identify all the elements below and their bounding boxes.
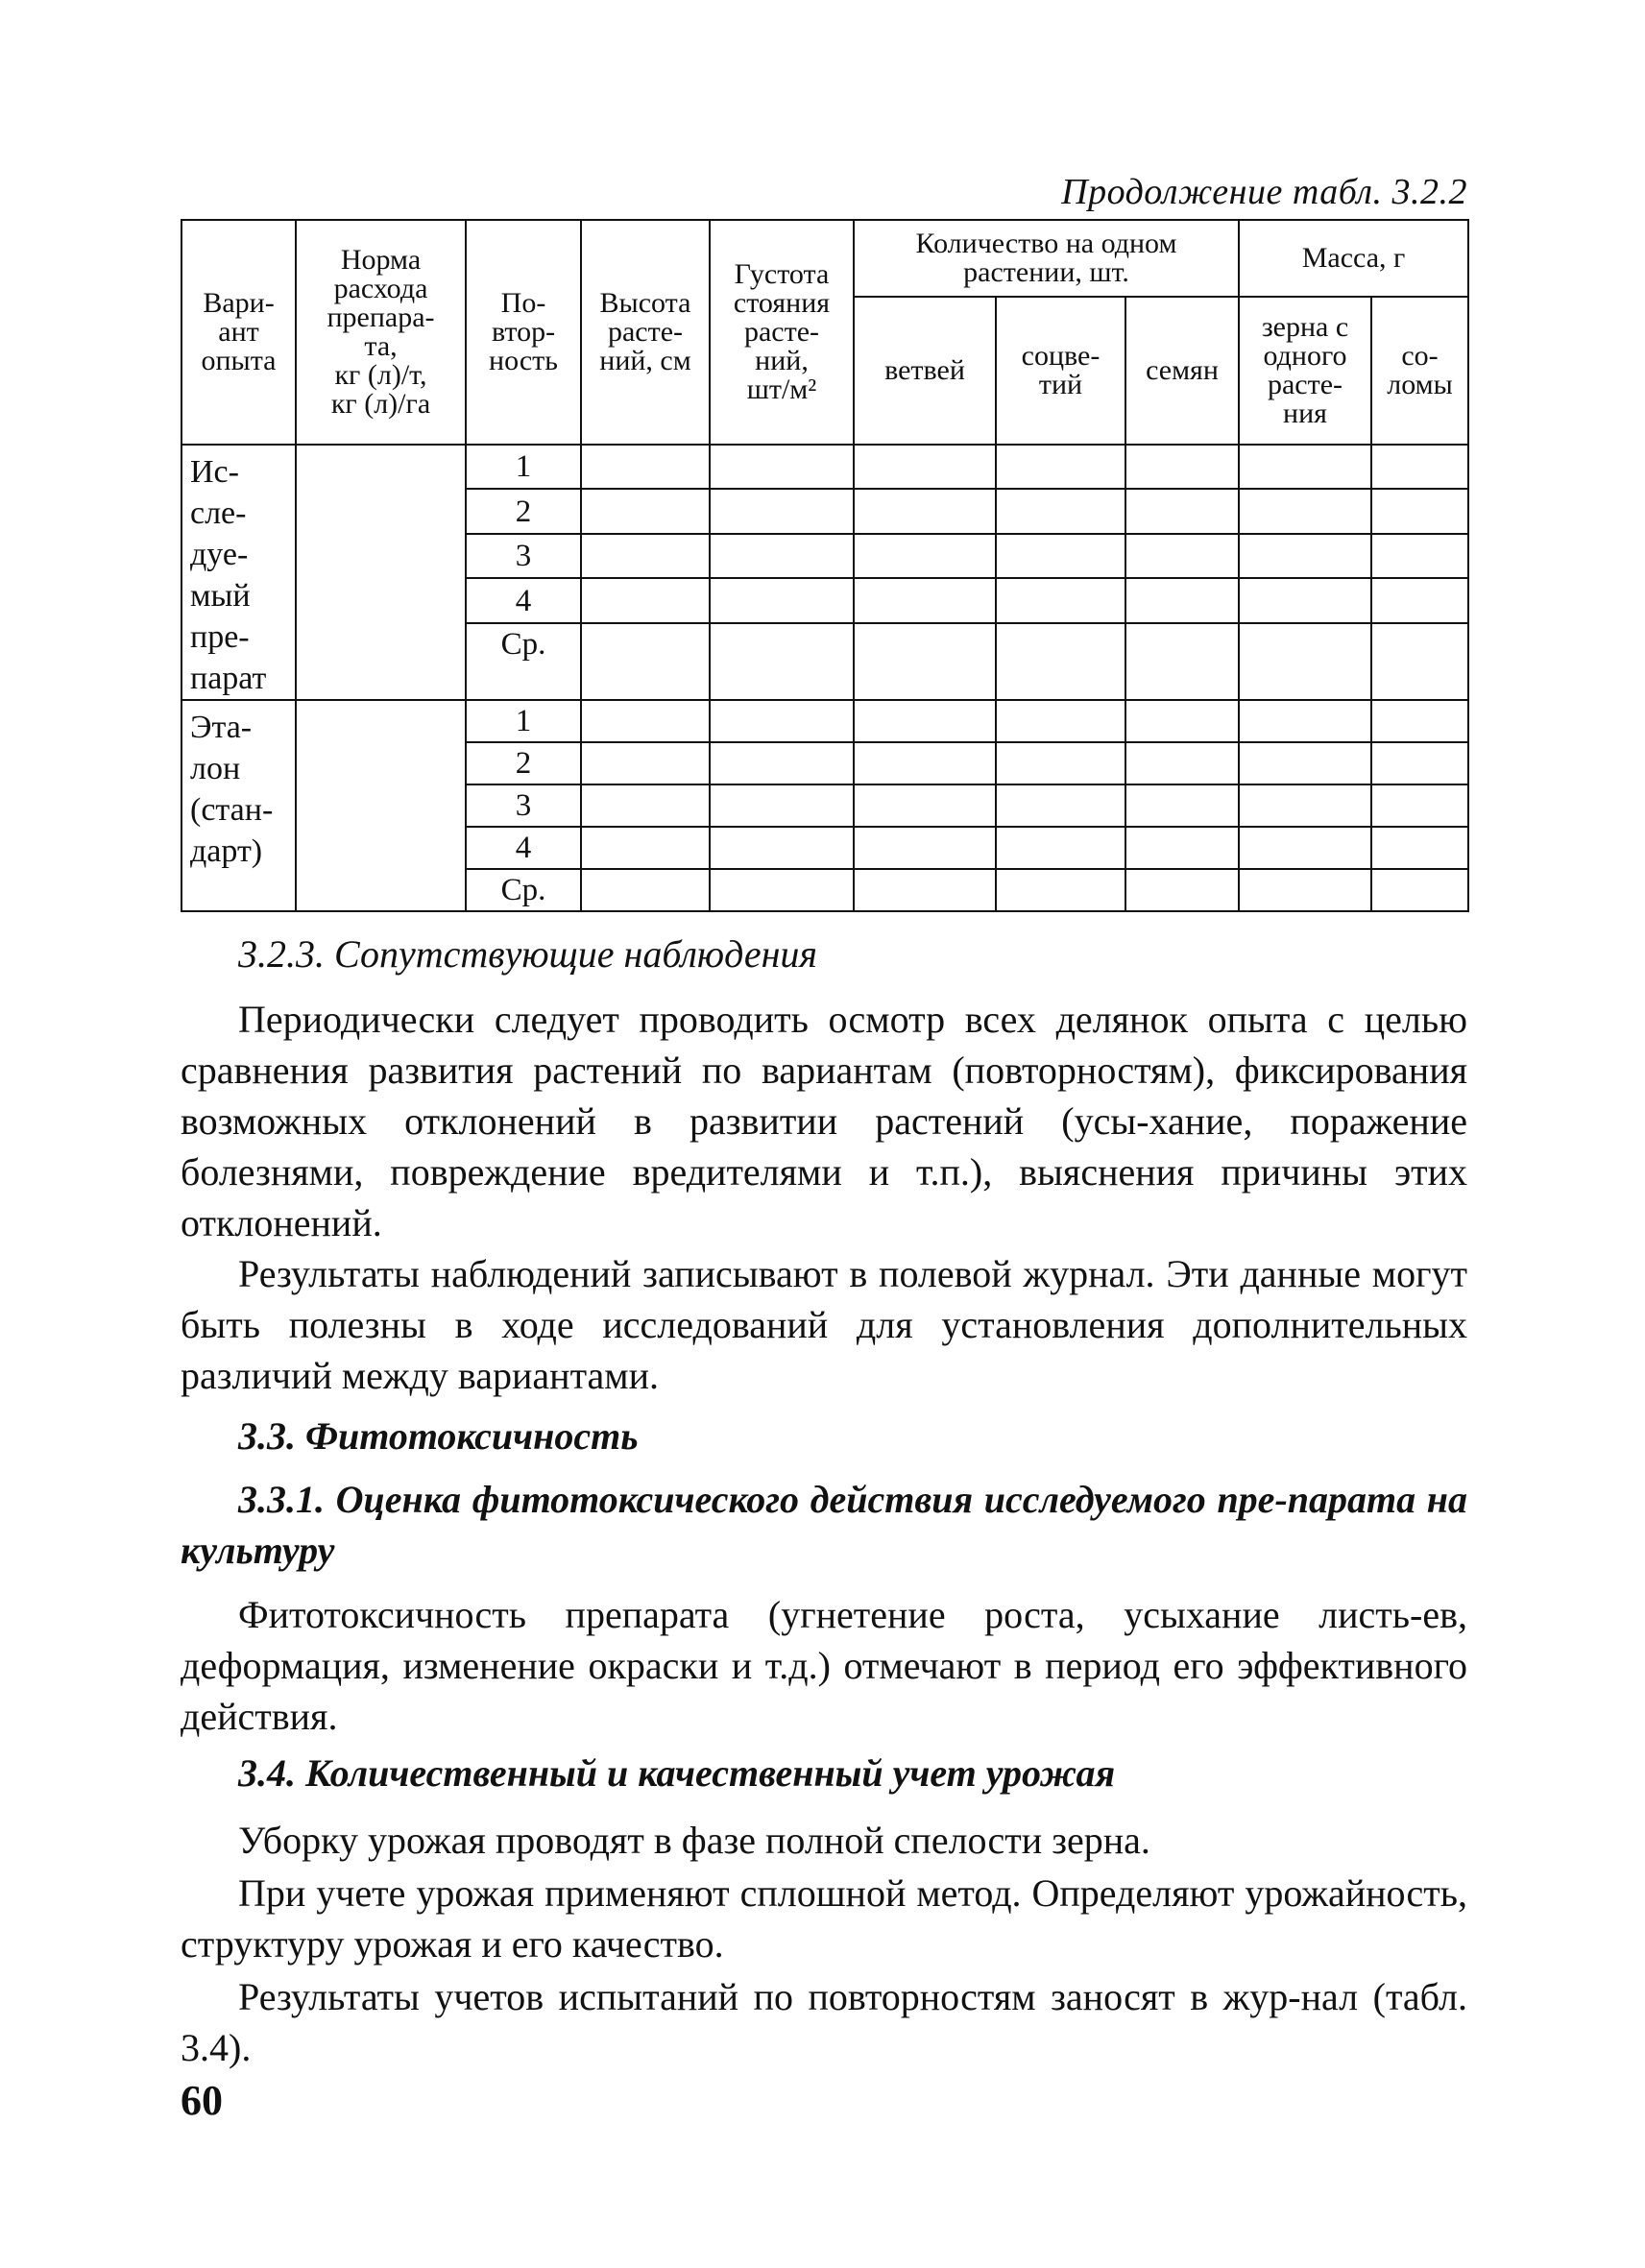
paragraph-phytotoxicity: Фитотоксичность препарата (угнетение роста, усыхание листь-ев, деформация, изменение окраски и т.д.) отмечают в период его эффективного действия. — [181, 1593, 1467, 1738]
variant-cell-standard: Эта- лон (стан- дарт) — [181, 700, 296, 911]
repetition-cell: Ср. — [466, 623, 581, 700]
paragraph-observations: Периодически следует проводить осмотр всех делянок опыта с целью сравнения развития растений по вариантам (повторностям), фиксирования возможных отклонений в развитии растений (усы-хание, поражение болезнями, повреждение вредителями и т.п.), выяснения причины этих отклонений. — [181, 998, 1467, 1244]
header-mass-group: Масса, г — [1239, 220, 1468, 297]
norm-cell-standard — [296, 700, 466, 911]
header-branches: ветвей — [854, 297, 996, 445]
paragraph-journal: Результаты учетов испытаний по повторностям заносят в жур-нал (табл. 3.4). — [181, 1975, 1467, 2069]
variant-cell-tested: Ис- сле- дуе- мый пре- парат — [181, 445, 296, 700]
page-number: 60 — [181, 2077, 223, 2124]
section-heading-3-4: 3.4. Количественный и качественный учет урожая — [238, 1751, 1116, 1795]
repetition-cell: 2 — [466, 742, 581, 784]
header-count-group: Количество на одном растении, шт. — [854, 220, 1239, 297]
repetition-cell: 3 — [466, 784, 581, 827]
section-heading-3-3-1: 3.3.1. Оценка фитотоксического действия исследуемого пре-парата на культуру — [181, 1478, 1467, 1572]
header-inflorescences: соцве- тий — [996, 297, 1125, 445]
header-grain-mass: зерна с одного расте- ния — [1239, 297, 1371, 445]
repetition-cell: 4 — [466, 827, 581, 869]
header-norm: Норма расхода препара- та, кг (л)/т, кг (л)/га — [296, 220, 466, 445]
data-table — [181, 219, 1469, 912]
section-heading-3-3: 3.3. Фитотоксичность — [238, 1414, 639, 1458]
paragraph-harvest: Уборку урожая проводят в фазе полной спелости зерна. — [238, 1819, 1150, 1862]
section-heading-3-2-3: 3.2.3. Сопутствующие наблюдения — [238, 932, 818, 976]
repetition-cell: 1 — [466, 445, 581, 489]
header-repetition: По- втор- ность — [466, 220, 581, 445]
header-plant-height: Высота расте- ний, см — [581, 220, 710, 445]
header-density: Густота стояния расте- ний, шт/м² — [710, 220, 854, 445]
repetition-cell: Ср. — [466, 869, 581, 911]
repetition-cell: 4 — [466, 578, 581, 622]
repetition-cell: 1 — [466, 700, 581, 742]
norm-cell-tested — [296, 445, 466, 700]
header-seeds: семян — [1125, 297, 1239, 445]
repetition-cell: 3 — [466, 534, 581, 578]
header-variant: Вари- ант опыта — [181, 220, 296, 445]
header-straw-mass: со- ломы — [1371, 297, 1468, 445]
table-continuation-caption: Продолжение табл. 3.2.2 — [1061, 172, 1467, 212]
paragraph-results: Результаты наблюдений записывают в полевой журнал. Эти данные могут быть полезны в ходе исследований для установления дополнительных различий между вариантами. — [181, 1252, 1467, 1397]
repetition-cell: 2 — [466, 489, 581, 533]
paragraph-yield-method: При учете урожая применяют сплошной метод. Определяют урожайность, структуру урожая и его качество. — [181, 1871, 1467, 1966]
